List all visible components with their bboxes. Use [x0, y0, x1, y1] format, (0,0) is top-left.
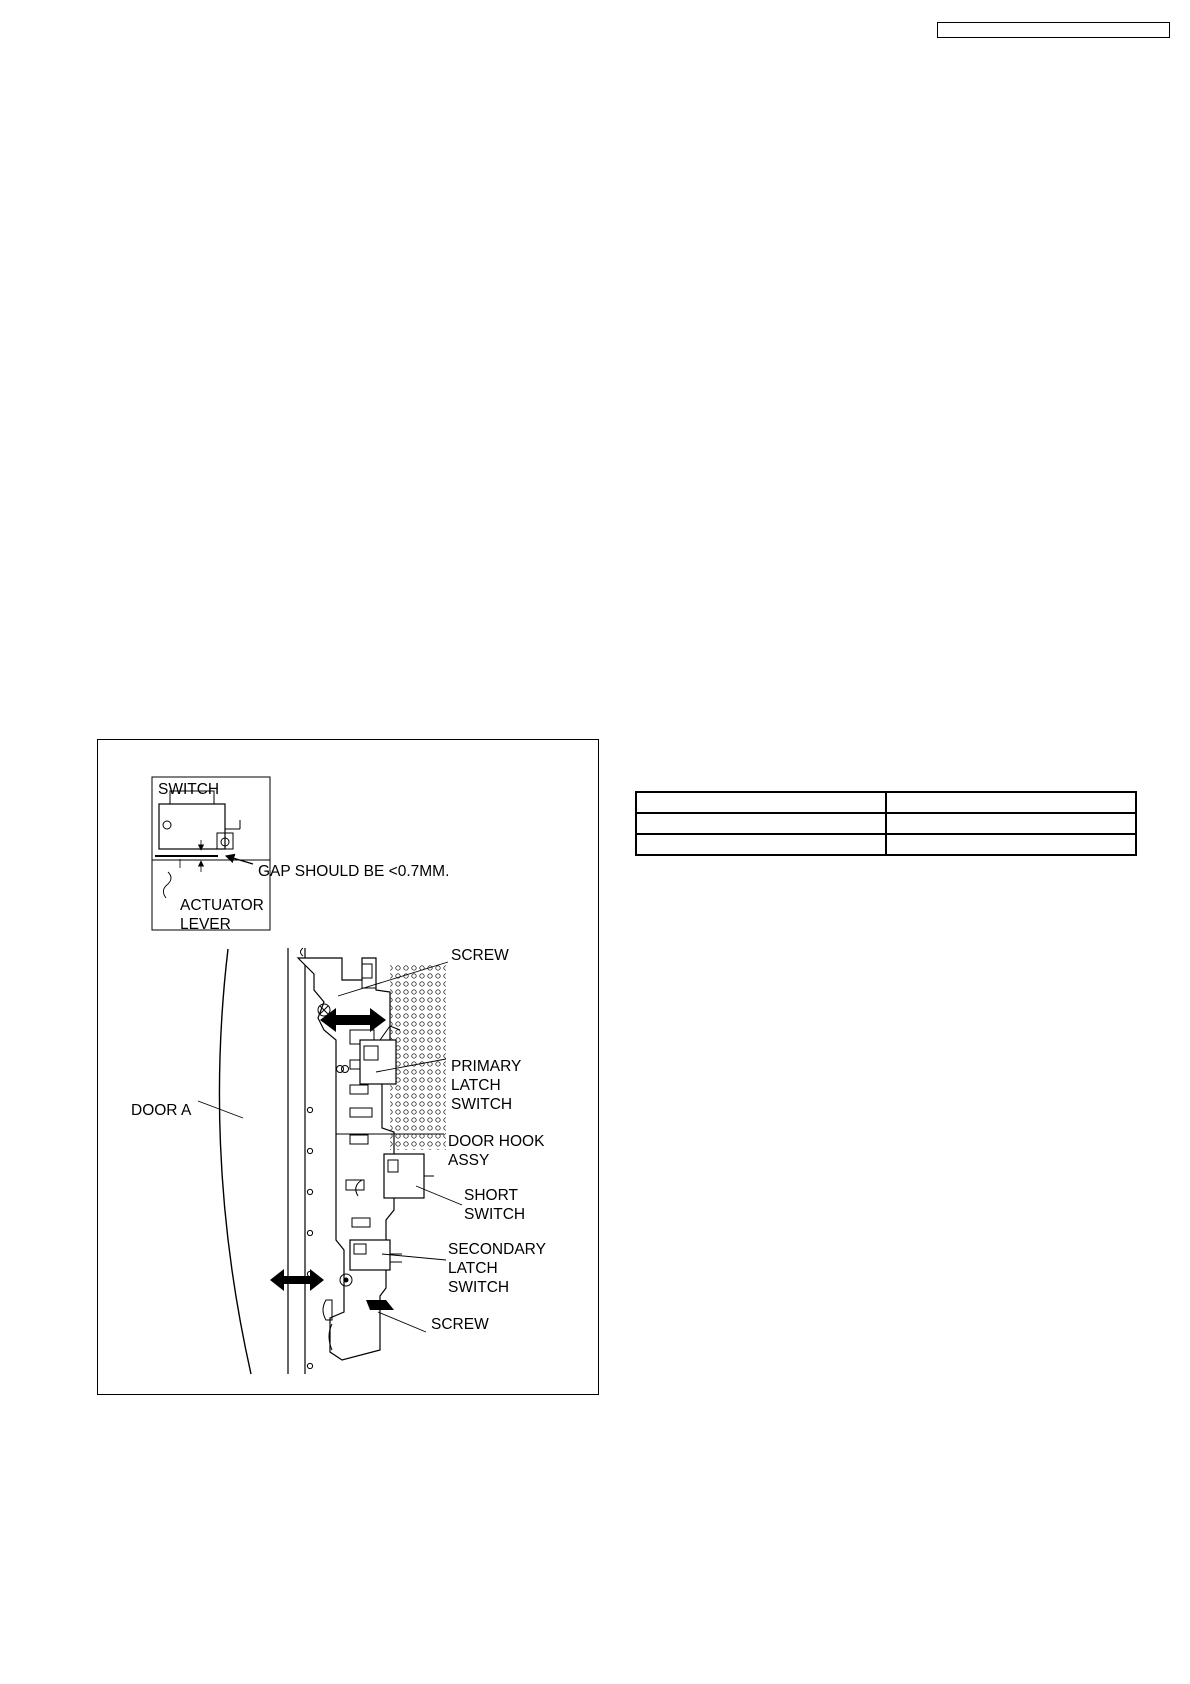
- gap-note-label: GAP SHOULD BE <0.7MM.: [258, 863, 450, 880]
- screw-bottom-label: SCREW: [431, 1316, 489, 1333]
- table-cell: [886, 792, 1136, 813]
- inset-switch-label: SWITCH: [158, 781, 220, 798]
- primary-latch-label-2: LATCH: [451, 1077, 501, 1094]
- primary-latch-label-3: SWITCH: [451, 1096, 513, 1113]
- table-cell: [886, 813, 1136, 834]
- table-cell: [636, 792, 886, 813]
- secondary-latch-label-3: SWITCH: [448, 1279, 510, 1296]
- mesh-panel: [390, 964, 446, 1150]
- primary-latch-label-1: PRIMARY: [451, 1058, 522, 1075]
- model-number-box: [937, 22, 1170, 38]
- inset-actuator-label: ACTUATOR: [180, 897, 264, 914]
- table-cell: [886, 834, 1136, 855]
- door-a-label: DOOR A: [131, 1102, 192, 1119]
- inset-lever-label: LEVER: [180, 916, 231, 933]
- switch-gap-inset: [152, 777, 270, 933]
- short-switch-label-1: SHORT: [464, 1187, 518, 1204]
- table-row: [636, 834, 1136, 855]
- table-cell: [636, 813, 886, 834]
- secondary-latch-label-1: SECONDARY: [448, 1241, 546, 1258]
- secondary-latch-label-2: LATCH: [448, 1260, 498, 1277]
- table-cell: [636, 834, 886, 855]
- door-switch-diagram: [98, 740, 598, 1394]
- door-switch-figure: [97, 739, 599, 1395]
- table-row: [636, 792, 1136, 813]
- adjust-arrow-bottom: [270, 1269, 324, 1291]
- screw-top-label: SCREW: [451, 947, 509, 964]
- door-a-panel: [219, 948, 312, 1374]
- door-hook-label-1: DOOR HOOK: [448, 1133, 545, 1150]
- short-switch-label-2: SWITCH: [464, 1206, 526, 1223]
- door-hook-label-2: ASSY: [448, 1152, 490, 1169]
- table-row: [636, 813, 1136, 834]
- spec-table: [635, 791, 1137, 856]
